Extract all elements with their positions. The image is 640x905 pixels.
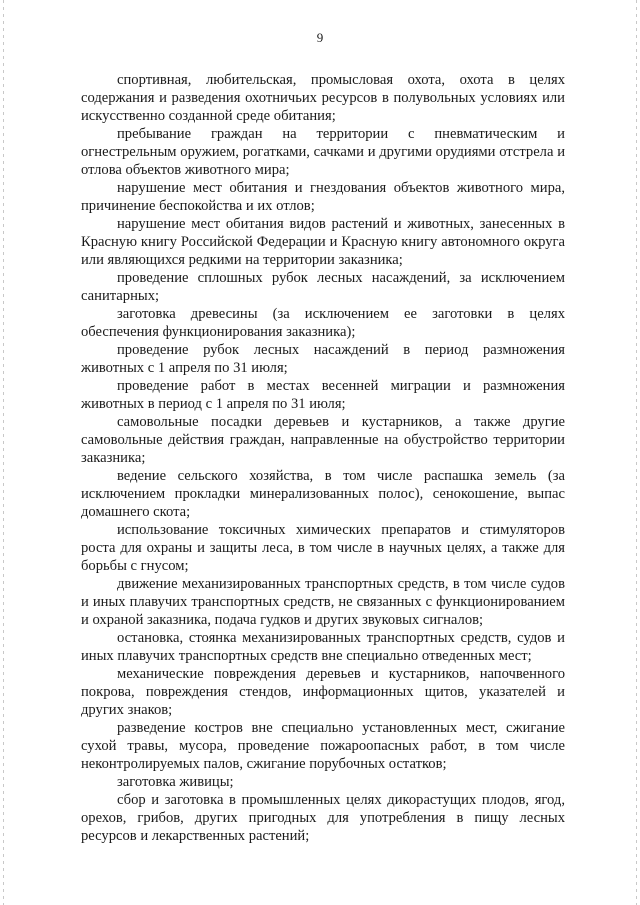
list-item-timber-harvest: заготовка древесины (за исключением ее заготовки в целях обеспечения функционирования заказника); <box>81 306 565 340</box>
list-item-mechanical-damage: механические повреждения деревьев и кустарников, напочвенного покрова, повреждения стендов, информационных щитов, указателей и других знаков; <box>81 666 565 718</box>
list-item-agriculture: ведение сельского хозяйства, в том числе распашка земель (за исключением прокладки минерализованных полос), сенокошение, выпас домашнего скота; <box>81 468 565 520</box>
scan-edge-left <box>3 0 4 905</box>
list-item-red-book-habitat: нарушение мест обитания видов растений и животных, занесенных в Красную книгу Российской Федерации и Красную книгу автономного округа или являющихся редкими на территории заказника; <box>81 216 565 268</box>
list-item-unauthorized-planting: самовольные посадки деревьев и кустарников, а также другие самовольные действия граждан, направленные на обустройство территории заказника; <box>81 414 565 466</box>
list-item-clear-cutting: проведение сплошных рубок лесных насаждений, за исключением санитарных; <box>81 270 565 304</box>
list-item-sport-hunting: спортивная, любительская, промысловая охота, охота в целях содержания и разведения охотничьих ресурсов в полувольных условиях или искусственно созданной среде обитания; <box>81 72 565 124</box>
list-item-breeding-logging: проведение рубок лесных насаждений в период размножения животных с 1 апреля по 31 июля; <box>81 342 565 376</box>
list-item-habitat-disturbance: нарушение мест обитания и гнездования объектов животного мира, причинение беспокойства и их отлов; <box>81 180 565 214</box>
document-body <box>81 71 565 845</box>
scan-edge-right <box>636 0 637 905</box>
list-item-fires: разведение костров вне специально установленных мест, сжигание сухой травы, мусора, проведение пожароопасных работ, в том числе неконтролируемых палов, сжигание порубочных остатков; <box>81 720 565 772</box>
list-item-vehicle-parking: остановка, стоянка механизированных транспортных средств, судов и иных плавучих транспортных средств вне специально отведенных мест; <box>81 630 565 664</box>
list-item-resin-harvest: заготовка живицы; <box>117 774 234 790</box>
page-number: 9 <box>316 30 324 45</box>
list-item-toxic-chemicals: использование токсичных химических препаратов и стимуляторов роста для охраны и защиты леса, в том числе в научных целях, а также для борьбы с гнусом; <box>81 522 565 574</box>
list-item-armed-presence: пребывание граждан на территории с пневматическим и огнестрельным оружием, рогатками, сачками и другими орудиями отстрела и отлова объектов животного мира; <box>81 126 565 178</box>
list-item-wild-harvest: сбор и заготовка в промышленных целях дикорастущих плодов, ягод, орехов, грибов, других пригодных для употребления в пищу лесных ресурсов и лекарственных растений; <box>81 792 565 844</box>
list-item-migration-works: проведение работ в местах весенней миграции и размножения животных в период с 1 апреля по 31 июля; <box>81 378 565 412</box>
list-item-vehicle-movement: движение механизированных транспортных средств, в том числе судов и иных плавучих транспортных средств, не связанных с функционированием и охраной заказника, подача гудков и других звуковых сигналов; <box>81 576 565 628</box>
